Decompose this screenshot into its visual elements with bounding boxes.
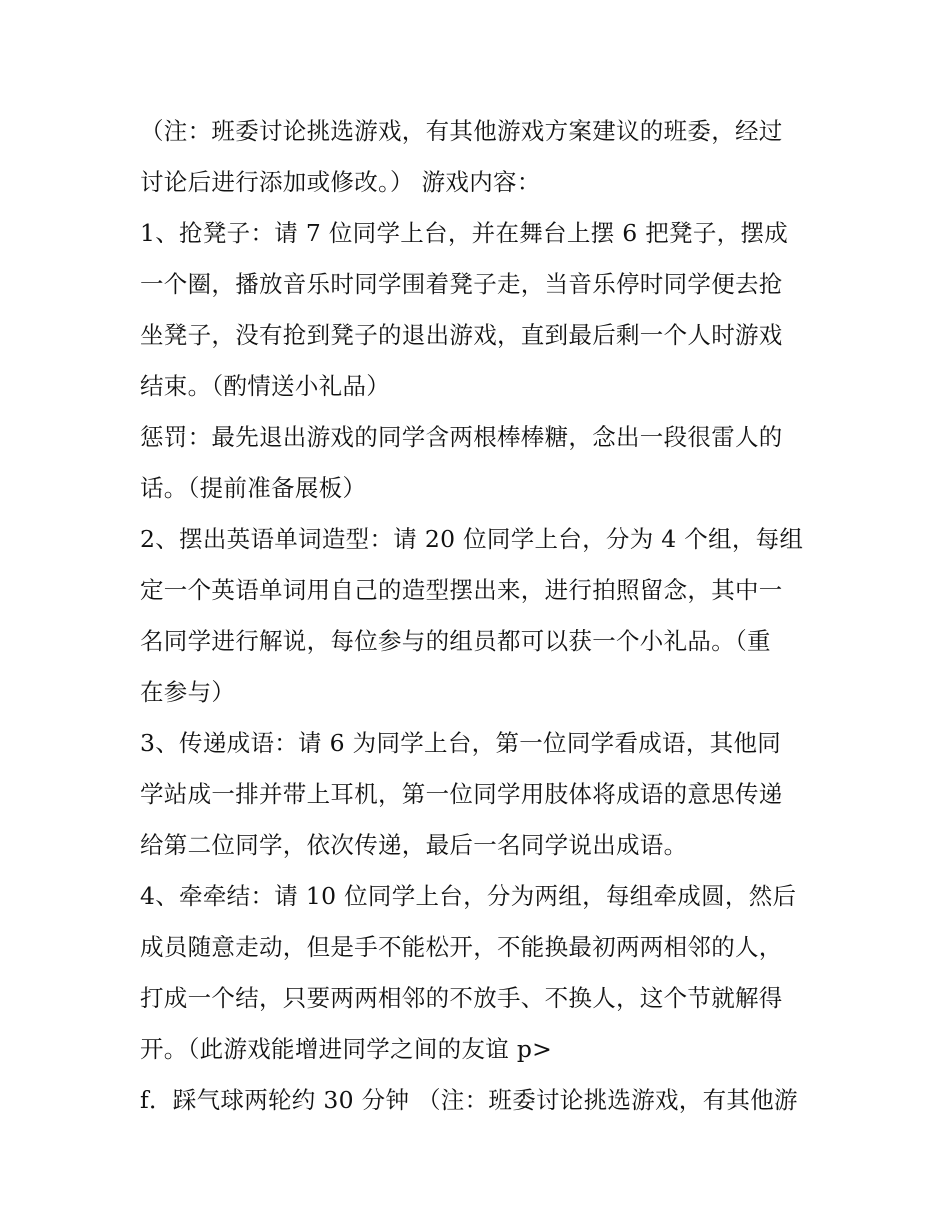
text-line: f．踩气球两轮约 30 分钟 （注：班委讨论挑选游戏，有其他游 [140,1086,798,1114]
text-line: 1、抢凳子：请 7 位同学上台，并在舞台上摆 6 把凳子，摆成 [140,219,789,247]
text-line: 一个圈，播放音乐时同学围着凳子走，当音乐停时同学便去抢 [140,270,783,298]
text-line: 开。（此游戏能增进同学之间的友谊 p> [140,1035,553,1063]
text-line: 给第二位同学，依次传递，最后一名同学说出成语。 [140,831,688,859]
text-line: 结束。（酌情送小礼品） [140,372,391,400]
text-line: 讨论后进行添加或修改。） 游戏内容： [140,168,541,196]
text-line: 2、摆出英语单词造型：请 20 位同学上台，分为 4 个组，每组 [140,525,804,553]
text-line: 惩罚：最先退出游戏的同学含两根棒棒糖，念出一段很雷人的 [140,423,783,451]
text-line: 名同学进行解说，每位参与的组员都可以获一个小礼品。（重 [140,627,771,655]
text-line: 4、牵牵结：请 10 位同学上台，分为两组，每组牵成圆，然后 [140,882,797,910]
text-line: （注：班委讨论挑选游戏，有其他游戏方案建议的班委，经过 [140,117,783,145]
text-line: 在参与） [140,678,236,706]
text-line: 坐凳子，没有抢到凳子的退出游戏，直到最后剩一个人时游戏 [140,321,783,349]
text-line: 学站成一排并带上耳机，第一位同学用肢体将成语的意思传递 [140,780,783,808]
document-body [140,106,820,1126]
text-line: 成员随意走动，但是手不能松开，不能换最初两两相邻的人， [140,933,783,961]
text-line: 定一个英语单词用自己的造型摆出来，进行拍照留念，其中一 [140,576,783,604]
text-line: 3、传递成语：请 6 为同学上台，第一位同学看成语，其他同 [140,729,782,757]
text-line: 话。（提前准备展板） [140,474,367,502]
text-line: 打成一个结，只要两两相邻的不放手、不换人，这个节就解得 [140,984,783,1012]
